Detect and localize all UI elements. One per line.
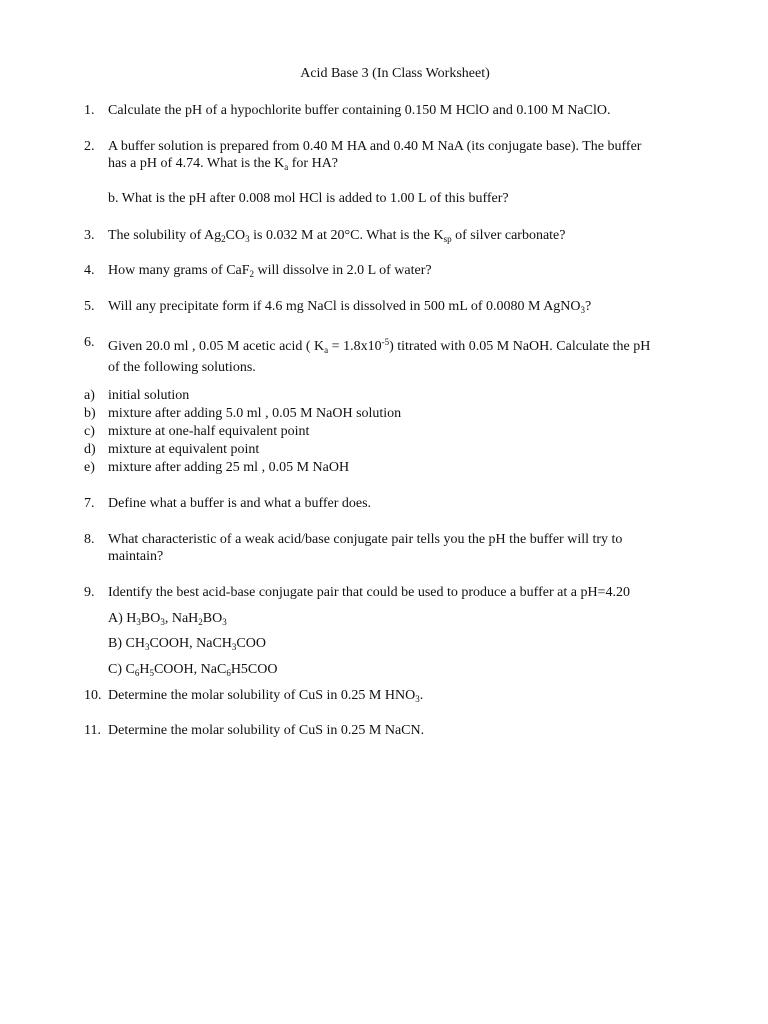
text-fragment: COOH, NaC [153, 662, 227, 677]
question-number: 5. [84, 299, 95, 314]
choice-label: B) [108, 636, 126, 651]
text-fragment: , NaH [164, 611, 199, 626]
question-text [108, 262, 708, 283]
text-fragment: COO [236, 636, 266, 651]
question-text: Calculate the pH of a hypochlorite buffer containing 0.150 M HClO and 0.100 M NaClO. [108, 103, 611, 118]
text-fragment: CO [225, 228, 246, 243]
subscript: 6 [134, 668, 140, 678]
q9-choice-a [108, 610, 708, 631]
question-number: 9. [84, 585, 95, 600]
text-fragment: The solubility of Ag [108, 228, 222, 243]
choice-label: C) [108, 662, 126, 677]
question-text [108, 687, 708, 708]
subscript: 3 [415, 694, 420, 704]
text-fragment: C [125, 662, 135, 677]
q9-choice-c [108, 661, 708, 682]
text-fragment: Determine the molar solubility of CuS in 0.25 M HNO [108, 688, 416, 703]
text-fragment: Given 20.0 ml , 0.05 M acetic acid ( K [108, 339, 325, 354]
question-number: 2. [84, 139, 95, 154]
subscript: 3 [144, 642, 150, 652]
question-number: 3. [84, 228, 95, 243]
question-text: Determine the molar solubility of CuS in 0.25 M NaCN. [108, 723, 425, 738]
option-text: initial solution [108, 388, 190, 403]
option-letter: b) [84, 406, 96, 421]
question-text [108, 298, 708, 319]
subscript: 3 [580, 305, 586, 315]
text-fragment: = 1.8x10 [328, 339, 382, 354]
text-fragment: H5COO [230, 662, 278, 677]
text-fragment: COOH, NaCH [149, 636, 232, 651]
text-fragment: is 0.032 M at 20°C. What is the K [249, 228, 444, 243]
option-text: mixture at one-half equivalent point [108, 424, 310, 439]
question-text-line: A buffer solution is prepared from 0.40 M HA and 0.40 M NaA (its conjugate base). The buffer [108, 139, 642, 154]
text-fragment: of the following solutions. [108, 360, 256, 375]
text-fragment: . [419, 688, 424, 703]
text-fragment: H [126, 611, 137, 626]
text-fragment: Will any precipitate form if 4.6 mg NaCl is dissolved in 500 mL of 0.0080 M AgNO [108, 299, 581, 314]
question-text-line: has a pH of 4.74. What is the K [108, 156, 285, 171]
option-letter: a) [84, 388, 95, 403]
subscript: 3 [222, 617, 227, 627]
subscript: 3 [231, 642, 237, 652]
text-fragment: What characteristic of a weak acid/base conjugate pair tells you the pH the buffer will try to [108, 532, 623, 547]
subscript: 2 [221, 234, 226, 244]
question-text: Identify the best acid-base conjugate pair that could be used to produce a buffer at a pH=4.20 [108, 585, 630, 600]
subscript: 3 [245, 234, 250, 244]
subscript: 2 [249, 269, 255, 279]
subscript: 3 [136, 617, 141, 627]
question-text [108, 531, 708, 565]
text-fragment: ) titrated with 0.05 M NaOH. Calculate the pH [389, 339, 651, 354]
subscript: 3 [160, 617, 165, 627]
subscript: 2 [198, 617, 203, 627]
question-number: 7. [84, 496, 95, 511]
text-fragment: will dissolve in 2.0 L of water? [254, 263, 432, 278]
text-fragment: How many grams of CaF [108, 263, 250, 278]
question-number: 6. [84, 335, 95, 350]
option-letter: c) [84, 424, 95, 439]
text-fragment: ? [585, 299, 592, 314]
superscript: -5 [381, 337, 390, 347]
question-2b: b. What is the pH after 0.008 mol HCl is added to 1.00 L of this buffer? [108, 191, 509, 206]
worksheet-title: Acid Base 3 (In Class Worksheet) [300, 66, 490, 81]
question-text [108, 138, 708, 176]
question-text [108, 227, 708, 248]
text-fragment: BO [140, 611, 161, 626]
choice-label: A) [108, 611, 127, 626]
text-fragment: of silver carbonate? [451, 228, 566, 243]
q9-choice-b [108, 635, 708, 656]
subscript: a [284, 162, 289, 172]
text-fragment: CH [125, 636, 145, 651]
question-number: 1. [84, 103, 95, 118]
option-letter: d) [84, 442, 96, 457]
subscript: a [324, 345, 329, 355]
question-text: Define what a buffer is and what a buffer does. [108, 496, 372, 511]
question-text-fragment: for HA? [288, 156, 339, 171]
subscript: sp [443, 234, 452, 244]
option-text: mixture after adding 25 ml , 0.05 M NaOH [108, 460, 350, 475]
question-text [108, 334, 708, 376]
option-text: mixture after adding 5.0 ml , 0.05 M NaOH solution [108, 406, 402, 421]
text-fragment: H [139, 662, 150, 677]
question-number: 8. [84, 532, 95, 547]
subscript: 6 [226, 668, 231, 678]
question-number: 11. [84, 723, 101, 738]
text-fragment: BO [202, 611, 223, 626]
option-text: mixture at equivalent point [108, 442, 260, 457]
question-number: 4. [84, 263, 95, 278]
text-fragment: maintain? [108, 549, 164, 564]
question-number: 10. [84, 688, 102, 703]
subscript: 5 [149, 668, 154, 678]
option-letter: e) [84, 460, 95, 475]
